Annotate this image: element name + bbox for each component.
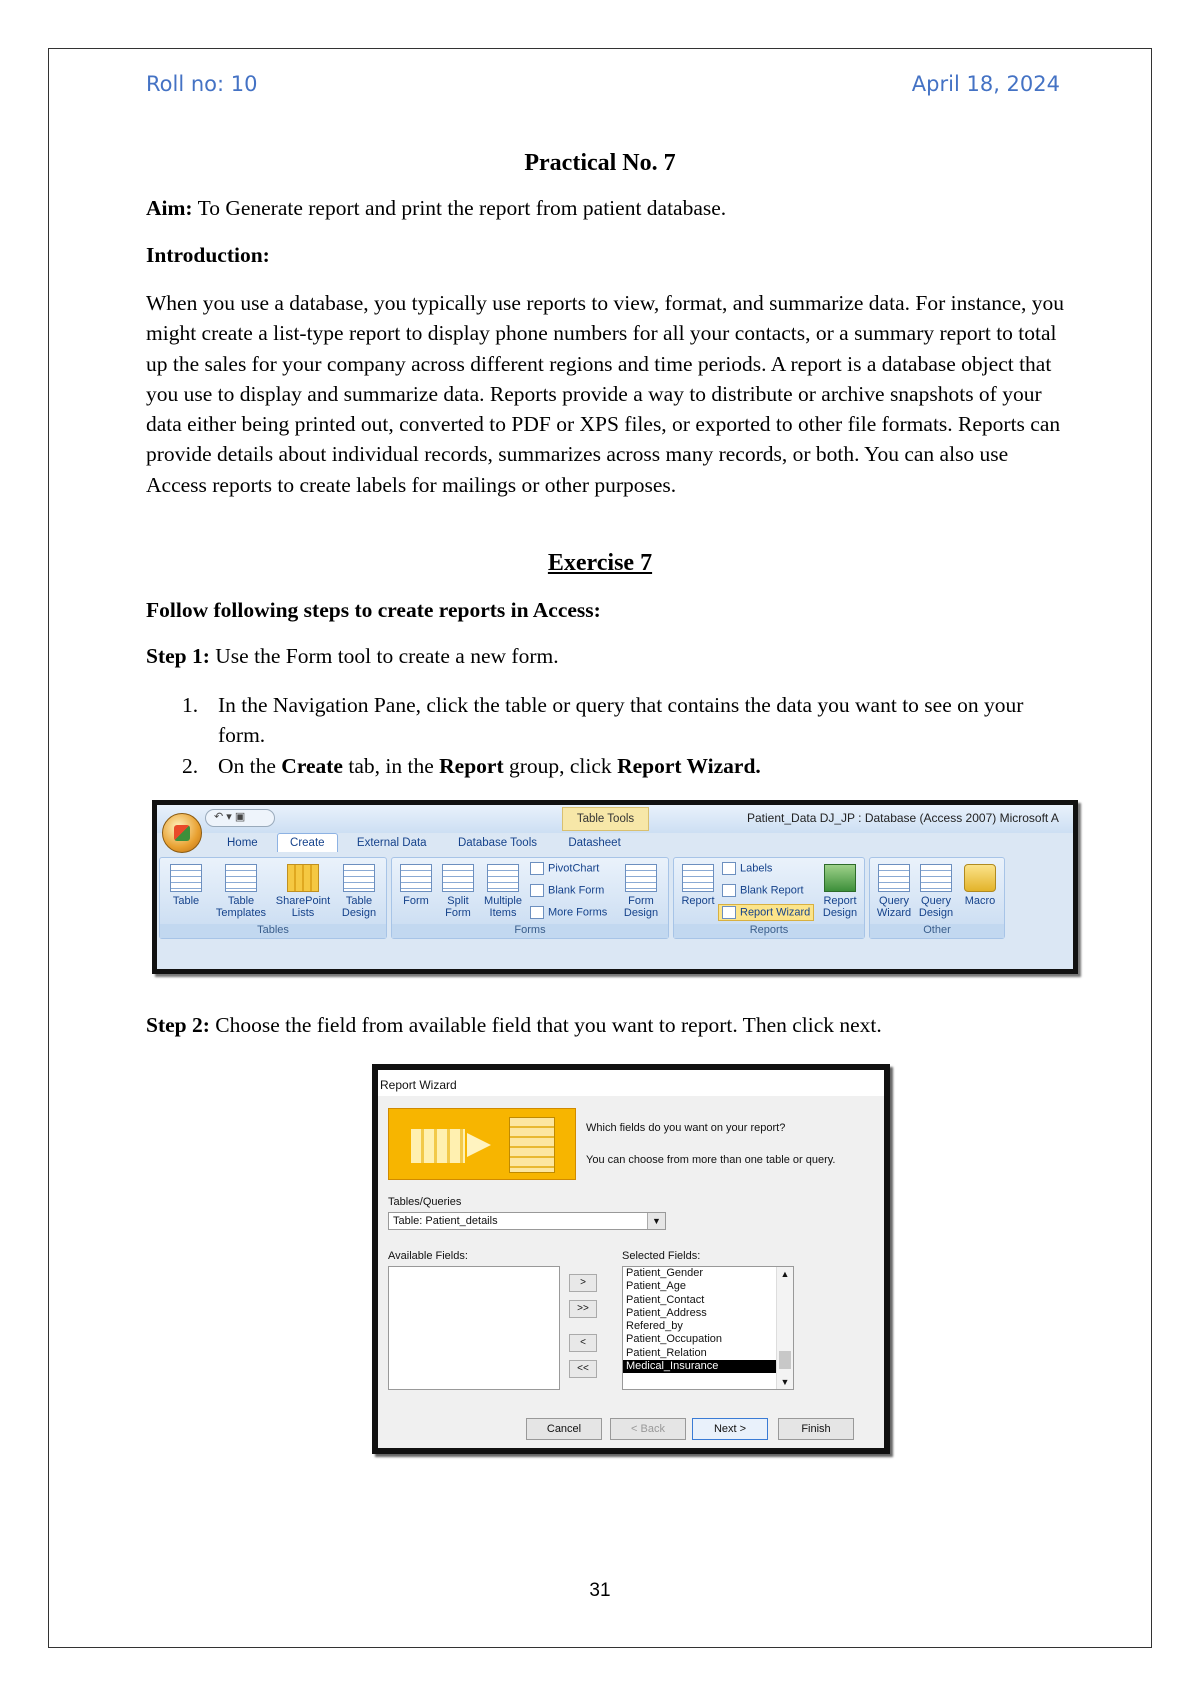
blank-form-icon bbox=[530, 884, 544, 897]
context-tab-table-tools: Table Tools bbox=[562, 807, 649, 831]
group-label-reports: Reports bbox=[674, 924, 864, 938]
button-label: Form Design bbox=[623, 895, 659, 919]
introduction-heading: Introduction: bbox=[146, 243, 270, 267]
move-one-left-button[interactable]: < bbox=[569, 1334, 597, 1352]
scroll-thumb[interactable] bbox=[779, 1351, 791, 1369]
list-text: In the Navigation Pane, click the table or query that contains the data you want to see on your form. bbox=[218, 693, 1024, 747]
report-graphic bbox=[509, 1117, 555, 1173]
query-wizard-button[interactable] bbox=[874, 864, 914, 919]
macro-scroll-icon bbox=[964, 864, 996, 892]
report-design-icon bbox=[824, 864, 856, 892]
group-label-other: Other bbox=[870, 924, 1004, 938]
button-label: PivotChart bbox=[548, 862, 600, 875]
blank-report-icon bbox=[722, 884, 736, 897]
step-list bbox=[146, 690, 1066, 782]
finish-button[interactable]: Finish bbox=[778, 1418, 854, 1440]
tables-queries-select[interactable] bbox=[388, 1212, 666, 1230]
aim-text: To Generate report and print the report from patient database. bbox=[192, 196, 727, 220]
list-bold: Report Wizard. bbox=[617, 754, 761, 778]
move-all-right-button[interactable]: >> bbox=[569, 1300, 597, 1318]
tables-queries-label: Tables/Queries bbox=[388, 1196, 462, 1208]
access-ribbon-screenshot bbox=[152, 800, 1078, 974]
next-button[interactable]: Next > bbox=[692, 1418, 768, 1440]
button-label: Query Design bbox=[918, 895, 954, 919]
tab-home[interactable]: Home bbox=[227, 837, 258, 849]
button-label: Report Wizard bbox=[740, 906, 811, 919]
list-item bbox=[146, 690, 1066, 750]
button-label: Blank Report bbox=[740, 884, 804, 897]
aim-line bbox=[146, 196, 726, 221]
multiple-items-button[interactable] bbox=[480, 864, 526, 919]
report-design-button[interactable] bbox=[818, 864, 862, 919]
button-label: SharePoint Lists bbox=[275, 895, 331, 919]
labels-button[interactable] bbox=[722, 862, 772, 875]
dialog-title: Report Wizard bbox=[378, 1070, 884, 1096]
tab-external-data[interactable]: External Data bbox=[356, 837, 427, 849]
available-fields-list[interactable] bbox=[388, 1266, 560, 1390]
query-design-button[interactable] bbox=[916, 864, 956, 919]
button-label: Multiple Items bbox=[484, 895, 522, 919]
sharepoint-icon bbox=[287, 864, 319, 892]
aim-label: Aim: bbox=[146, 196, 193, 220]
list-number: 1. bbox=[182, 693, 199, 717]
split-form-button[interactable] bbox=[438, 864, 478, 919]
available-fields-label: Available Fields: bbox=[388, 1250, 468, 1262]
list-item[interactable]: Patient_Address bbox=[626, 1306, 707, 1319]
scroll-down-icon[interactable]: ▼ bbox=[780, 1377, 790, 1387]
move-one-right-button[interactable]: > bbox=[569, 1274, 597, 1292]
group-reports bbox=[673, 857, 865, 939]
header-date: April 18, 2024 bbox=[911, 72, 1060, 96]
step-2-label: Step 2: bbox=[146, 1013, 210, 1037]
office-button-icon[interactable] bbox=[162, 813, 202, 853]
button-label: Blank Form bbox=[548, 884, 605, 897]
selected-fields-label: Selected Fields: bbox=[622, 1250, 701, 1262]
roll-number: Roll no: 10 bbox=[146, 72, 258, 96]
step-2-text: Choose the field from available field that you want to report. Then click next. bbox=[209, 1013, 882, 1037]
blank-form-button[interactable] bbox=[530, 884, 604, 897]
button-label: More Forms bbox=[548, 906, 608, 919]
selected-fields-list[interactable] bbox=[622, 1266, 794, 1390]
move-all-left-button[interactable]: << bbox=[569, 1360, 597, 1378]
back-button[interactable]: < Back bbox=[610, 1418, 686, 1440]
list-bold: Report bbox=[439, 754, 504, 778]
pivotchart-button[interactable] bbox=[530, 862, 599, 875]
list-text: group, click bbox=[503, 754, 618, 778]
list-number: 2. bbox=[182, 754, 199, 778]
select-value: Table: Patient_details bbox=[393, 1215, 498, 1227]
form-design-icon bbox=[625, 864, 657, 892]
form-design-button[interactable] bbox=[618, 864, 664, 919]
table-templates-button[interactable] bbox=[212, 864, 270, 919]
blank-report-button[interactable] bbox=[722, 884, 804, 897]
button-label: Table Design bbox=[341, 895, 377, 919]
button-label: Table bbox=[172, 895, 200, 907]
macro-button[interactable] bbox=[960, 864, 1000, 907]
group-label-tables: Tables bbox=[160, 924, 386, 938]
window-title: Patient_Data DJ_JP : Database (Access 2007) Microsoft A bbox=[747, 811, 1059, 825]
arrow-icon bbox=[467, 1133, 491, 1157]
labels-icon bbox=[722, 862, 736, 875]
list-item[interactable]: Patient_Gender bbox=[626, 1267, 704, 1279]
scrollbar[interactable] bbox=[776, 1267, 793, 1389]
list-item[interactable]: Patient_Relation bbox=[626, 1346, 707, 1359]
form-button[interactable] bbox=[396, 864, 436, 907]
report-icon bbox=[682, 864, 714, 892]
list-item bbox=[146, 751, 1066, 781]
report-wizard-icon bbox=[722, 906, 736, 919]
quick-access-toolbar[interactable]: ↶ ▾ ▣ bbox=[205, 809, 275, 827]
list-bold: Create bbox=[281, 754, 343, 778]
ribbon-groups bbox=[159, 855, 1071, 945]
query-design-icon bbox=[920, 864, 952, 892]
sharepoint-lists-button[interactable] bbox=[272, 864, 334, 919]
ribbon-tabs bbox=[201, 833, 637, 855]
source-table-graphic bbox=[411, 1129, 465, 1163]
form-icon bbox=[400, 864, 432, 892]
table-button[interactable] bbox=[164, 864, 208, 907]
button-label: Split Form bbox=[445, 895, 471, 919]
group-tables bbox=[159, 857, 387, 939]
list-text: On the bbox=[218, 754, 282, 778]
multiple-items-icon bbox=[487, 864, 519, 892]
group-label-forms: Forms bbox=[392, 924, 668, 938]
wizard-question: Which fields do you want on your report? bbox=[586, 1122, 786, 1134]
report-button[interactable] bbox=[678, 864, 718, 907]
group-other bbox=[869, 857, 1005, 939]
page-number: 31 bbox=[589, 1580, 611, 1601]
button-label: Form bbox=[403, 895, 429, 907]
button-label: Report Design bbox=[822, 895, 858, 919]
cancel-button[interactable]: Cancel bbox=[526, 1418, 602, 1440]
table-design-button[interactable] bbox=[336, 864, 382, 919]
chevron-down-icon[interactable]: ▼ bbox=[647, 1213, 665, 1229]
table-templates-icon bbox=[225, 864, 257, 892]
step-1-text: Use the Form tool to create a new form. bbox=[209, 644, 559, 668]
more-forms-button[interactable] bbox=[530, 906, 607, 919]
button-label: Table Templates bbox=[215, 895, 267, 919]
list-item[interactable]: Patient_Age bbox=[626, 1280, 686, 1293]
more-forms-icon bbox=[530, 906, 544, 919]
table-icon bbox=[170, 864, 202, 892]
report-wizard-dialog bbox=[372, 1064, 890, 1454]
group-forms bbox=[391, 857, 669, 939]
introduction-paragraph: When you use a database, you typically use reports to view, format, and summarize data. For instance, you might create a list-type report to display phone numbers for all your contacts, or a summary report to total up the sales for your company across different regions and time periods. A report is a database object that you use to display and summarize data. Reports provide a way to distribute or archive snapshots of your data either being printed out, converted to PDF or XPS files, or exported to other file formats. Reports can provide details about individual records, summarizes across many records, or both. You can also use Access reports to create labels for mailings or other purposes. bbox=[146, 291, 1065, 497]
wizard-illustration bbox=[388, 1108, 576, 1180]
follow-heading: Follow following steps to create reports in Access: bbox=[146, 598, 601, 622]
tab-database-tools[interactable]: Database Tools bbox=[457, 837, 537, 849]
report-wizard-button[interactable] bbox=[718, 904, 814, 921]
list-item[interactable]: Refered_by bbox=[626, 1320, 683, 1333]
tab-datasheet[interactable]: Datasheet bbox=[568, 837, 621, 849]
pivotchart-icon bbox=[530, 862, 544, 875]
button-label: Macro bbox=[964, 895, 996, 907]
step-1 bbox=[146, 644, 559, 669]
step-1-label: Step 1: bbox=[146, 644, 210, 668]
exercise-title: Exercise 7 bbox=[547, 550, 653, 576]
list-item-selected[interactable]: Medical_Insurance bbox=[623, 1360, 793, 1373]
table-design-icon bbox=[343, 864, 375, 892]
list-item[interactable]: Patient_Occupation bbox=[626, 1333, 723, 1346]
wizard-hint: You can choose from more than one table or query. bbox=[586, 1154, 836, 1166]
list-text: tab, in the bbox=[342, 754, 440, 778]
split-form-icon bbox=[442, 864, 474, 892]
page-title: Practical No. 7 bbox=[524, 150, 676, 176]
tab-create[interactable]: Create bbox=[277, 833, 338, 852]
step-2 bbox=[146, 1013, 882, 1038]
list-item[interactable]: Patient_Contact bbox=[626, 1293, 705, 1306]
query-wizard-icon bbox=[878, 864, 910, 892]
scroll-up-icon[interactable]: ▲ bbox=[780, 1269, 790, 1279]
button-label: Query Wizard bbox=[876, 895, 912, 919]
button-label: Labels bbox=[740, 862, 773, 875]
button-label: Report bbox=[681, 895, 715, 907]
